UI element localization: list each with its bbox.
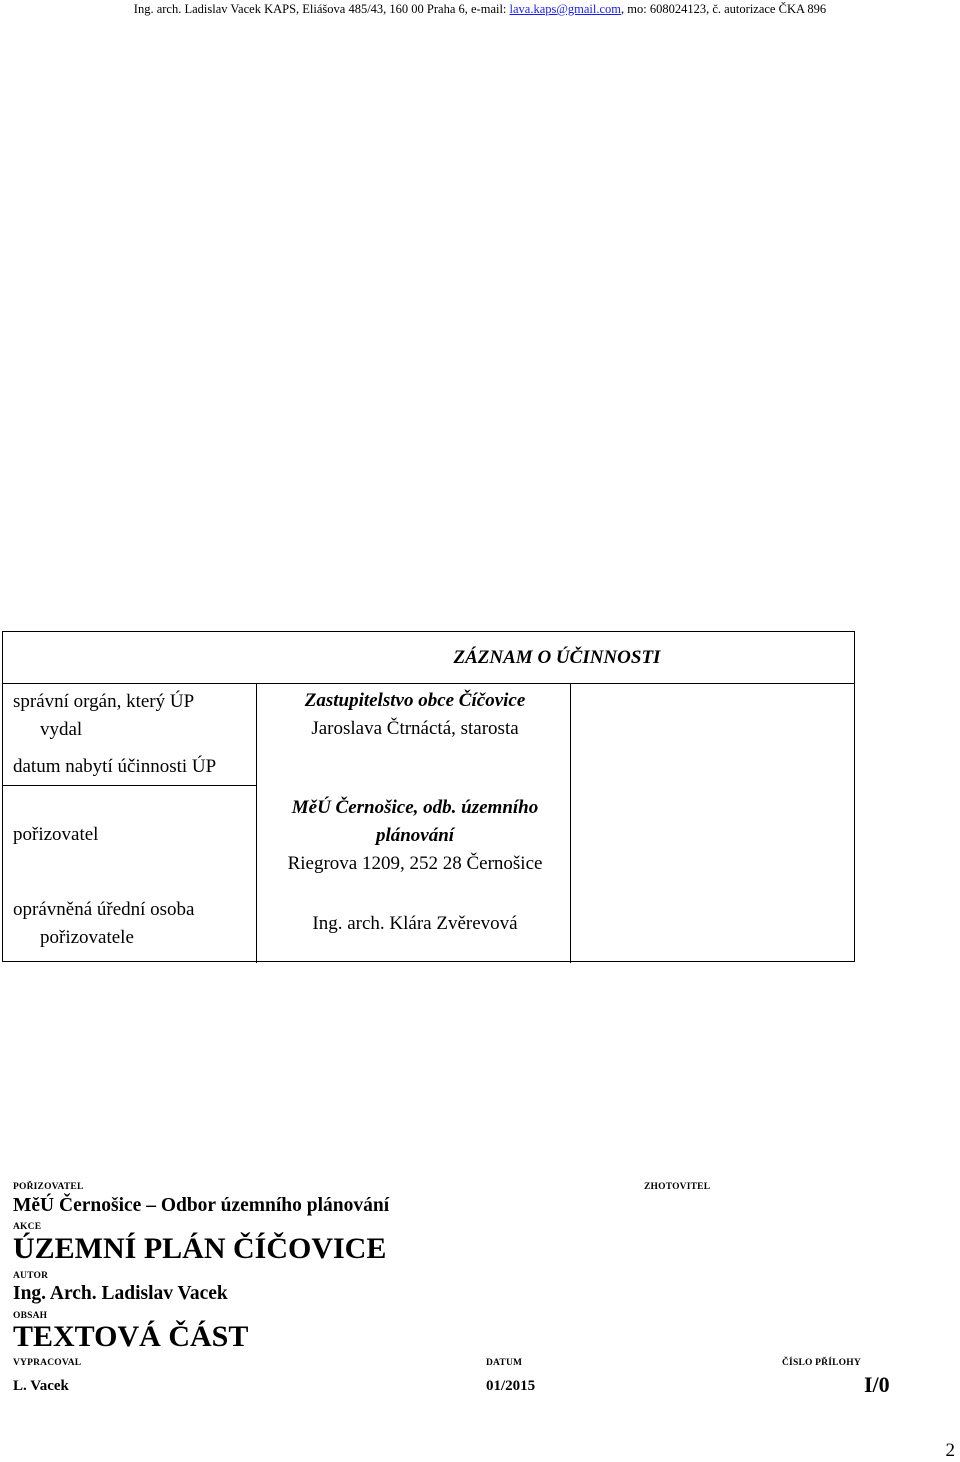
procurer-label: pořizovatel [13, 824, 99, 845]
porizovatel-value: MěÚ Černošice – Odbor územního plánování [13, 1195, 390, 1216]
page-number: 2 [945, 1440, 955, 1461]
header-text-end: , mo: 608024123, č. autorizace ČKA 896 [621, 2, 827, 16]
akce-label: AKCE [13, 1222, 42, 1232]
autor-value: Ing. Arch. Ladislav Vacek [13, 1283, 228, 1304]
record-table [2, 631, 855, 962]
obsah-value: TEXTOVÁ ČÁST [13, 1320, 249, 1353]
porizovatel-label: POŘIZOVATEL [13, 1182, 84, 1192]
issuer-value [258, 687, 572, 743]
page-header [0, 2, 960, 17]
cislo-prilohy-label: ČÍSLO PŘÍLOHY [782, 1358, 861, 1368]
cislo-prilohy-value: I/0 [864, 1372, 890, 1397]
issuer-label-line1: správní orgán, který ÚP [13, 691, 195, 712]
issuer-label [13, 688, 245, 744]
official-value: Ing. arch. Klára Zvěrevová [312, 913, 518, 934]
akce-value: ÚZEMNÍ PLÁN ČÍČOVICE [13, 1232, 387, 1265]
effective-date-label: datum nabytí účinnosti ÚP [13, 756, 217, 777]
datum-value: 01/2015 [486, 1378, 536, 1394]
procurer-name: MěÚ Černošice, odb. územního [291, 797, 539, 818]
datum-label: DATUM [486, 1358, 523, 1368]
vypracoval-label: VYPRACOVAL [13, 1358, 82, 1368]
issuer-name: Zastupitelstvo obce Číčovice [304, 690, 526, 711]
issuer-signatory: Jaroslava Čtrnáctá, starosta [311, 718, 519, 739]
header-text: Ing. arch. Ladislav Vacek KAPS, Eliášova 485/43, 160 00 Praha 6, e-mail: [133, 2, 510, 16]
email-link[interactable]: lava.kaps@gmail.com [509, 2, 622, 16]
zhotovitel-label: ZHOTOVITEL [644, 1182, 711, 1192]
procurer-address: Riegrova 1209, 252 28 Černošice [287, 853, 543, 874]
procurer-value [258, 794, 572, 878]
table-rule [3, 785, 257, 786]
procurer-name-cont: plánování [375, 825, 455, 846]
obsah-label: OBSAH [13, 1311, 48, 1321]
table-rule [256, 683, 257, 963]
vypracoval-value: L. Vacek [13, 1378, 69, 1394]
record-title: ZÁZNAM O ÚČINNOSTI [453, 647, 661, 668]
official-label-line2: pořizovatele [40, 927, 134, 948]
official-label-line1: oprávněná úřední osoba [13, 899, 195, 920]
autor-label: AUTOR [13, 1271, 49, 1281]
official-label [13, 896, 245, 952]
table-rule [3, 683, 854, 684]
issuer-label-line2: vydal [40, 719, 83, 740]
